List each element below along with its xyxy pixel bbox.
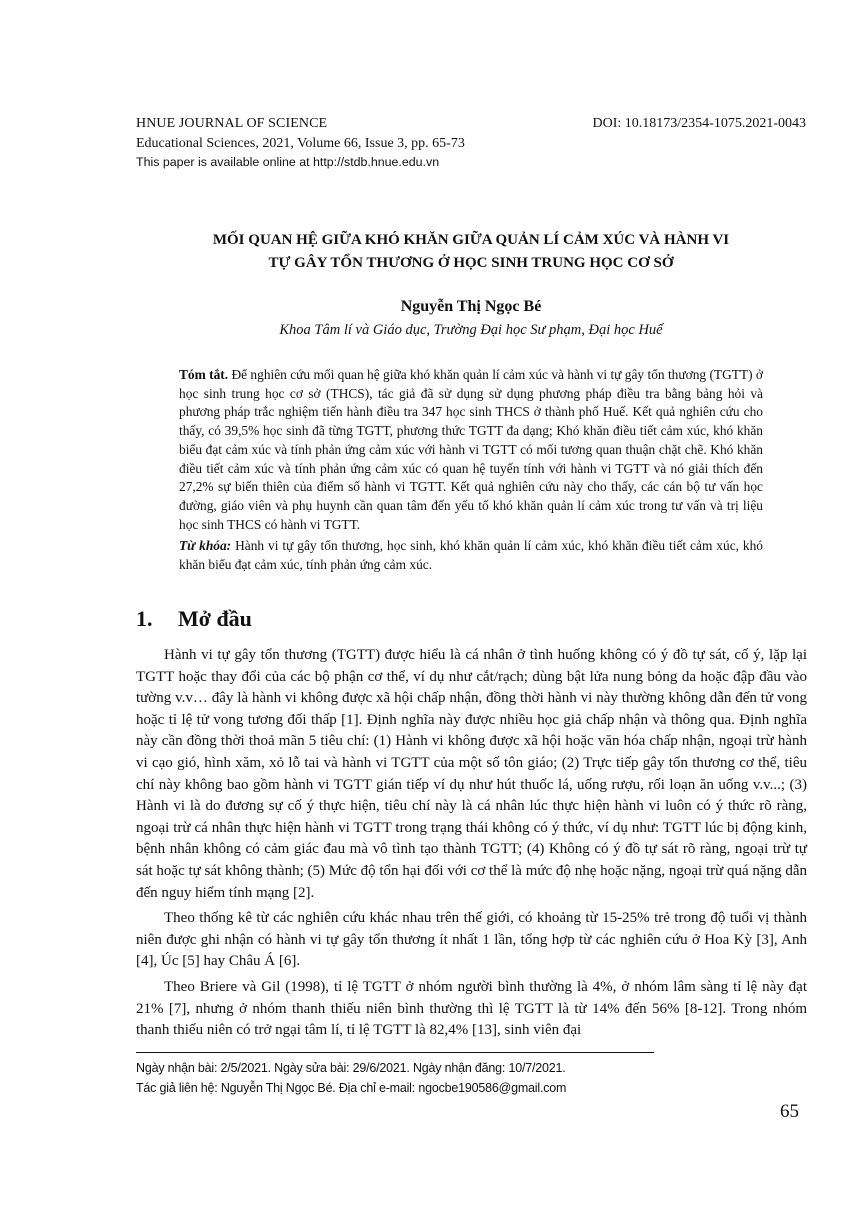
abstract	[179, 366, 763, 575]
title-line-2: TỰ GÂY TỔN THƯƠNG Ở HỌC SINH TRUNG HỌC CƠ SỞ	[268, 255, 674, 271]
section-title: Mở đầu	[178, 606, 252, 631]
doi: DOI: 10.18173/2354-1075.2021-0043	[592, 116, 806, 131]
page-number: 65	[780, 1101, 799, 1122]
paragraph: Theo thống kê từ các nghiên cứu khác nhau trên thế giới, có khoảng từ 15-25% trẻ trong độ tuổi vị thành niên được ghi nhận có hành vi tự gây tổn thương ít nhất 1 lần, tổng hợp từ các nghiên cứu ở Hoa Kỳ [3], Anh [4], Úc [5] hay Châu Á [6].	[136, 910, 807, 970]
title-line-1: MỐI QUAN HỆ GIỮA KHÓ KHĂN GIỮA QUẢN LÍ CẢM XÚC VÀ HÀNH VI	[212, 232, 730, 248]
abstract-label: Tóm tắt.	[179, 367, 229, 382]
footnote-contact: Tác giả liên hệ: Nguyễn Thị Ngọc Bé. Địa chỉ e-mail: ngocbe190586@gmail.com	[136, 1079, 567, 1095]
abstract-text: Để nghiên cứu mối quan hệ giữa khó khăn quản lí cảm xúc và hành vi tự gây tổn thương (TGTT) ở học sinh trung học cơ sở (THCS), tác giả đã sử dụng sử dụng phương pháp điều tra bằng bảng hỏi và phương pháp trắc nghiệm tiến hành điều tra 347 học sinh THCS ở thành phố Huế. Kết quả nghiên cứu cho thấy, có 39,5% học sinh đã từng TGTT, phương thức TGTT đa dạng; Khó khăn điều tiết cảm xúc, khó khăn biểu đạt cảm xúc và tính phản ứng cảm xúc với hành vi TGTT có mối tương quan thuận chặt chẽ. Khó khăn điều tiết cảm xúc và tính phản ứng cảm xúc có quan hệ tuyến tính với hành vi TGTT và nó giải thích đến 27,2% sự biến thiên của điểm số hành vi TGTT. Kết quả nghiên cứu này cho thấy, các cán bộ tư vấn học đường, giáo viên và phụ huynh cần quan tâm đến yếu tố khó khăn quản lí cảm xúc trong tư vấn và trị liệu học sinh THCS có hành vi TGTT.	[179, 367, 764, 532]
online-notice: This paper is available online at http://stdb.hnue.edu.vn	[136, 155, 440, 169]
author-name: Nguyễn Thị Ngọc Bé	[400, 298, 542, 315]
paper-title	[181, 229, 761, 275]
body-text	[136, 645, 807, 1046]
keywords-text: Hành vi tự gây tổn thương, học sinh, khó khăn quản lí cảm xúc, khó khăn điều tiết cảm xúc, khó khăn biểu đạt cảm xúc, tính phản ứng cảm xúc.	[179, 538, 763, 573]
journal-name: HNUE JOURNAL OF SCIENCE	[136, 116, 328, 131]
issue-info: Educational Sciences, 2021, Volume 66, Issue 3, pp. 65-73	[136, 135, 465, 151]
author-affiliation: Khoa Tâm lí và Giáo dục, Trường Đại học Sư phạm, Đại học Huế	[279, 322, 663, 338]
paragraph: Theo Briere và Gil (1998), tỉ lệ TGTT ở nhóm người bình thường là 4%, ở nhóm lâm sàng tỉ lệ này đạt 21% [7], nhưng ở nhóm thanh thiếu niên bình thường thì lệ TGTT là từ 14% đến 56% [8-12]. Trong nhóm thanh thiếu niên có trở ngại tâm lí, tỉ lệ TGTT là 82,4% [13], sinh viên đại	[136, 978, 807, 1039]
footnote-divider	[136, 1052, 654, 1053]
paragraph: Hành vi tự gây tổn thương (TGTT) được hiểu là cá nhân ở tình huống không có ý đồ tự sát, cố ý, lặp lại TGTT hoặc thay đổi của các bộ phận cơ thể, ví dụ như cắt/rạch; dùng bật lửa nung bỏng da hoặc đập đầu vào tường v.v… đây là hành vi không được xã hội chấp nhận, đồng thời hành vi này thường không dẫn đến tử vong hoặc tỉ lệ tử vong tương đối thấp [1]. Định nghĩa này được nhiều học giả chấp nhận và thông qua. Định nghĩa này cần đồng thời thoả mãn 5 tiêu chí: (1) Hành vi không được xã hội hoặc văn hóa chấp nhận, ngoại trừ hành vi cạo gió, hình xăm, xỏ lỗ tai và hành vi TGTT của một số tôn giáo; (2) Trực tiếp gây tổn thương cơ thể, tiêu chí này không bao gồm hành vi TGTT gián tiếp ví dụ như hút thuốc lá, uống rượu, rối loạn ăn uống v.v...; (3) Hành vi là do đương sự cố ý thực hiện, tiêu chí này là cá nhân lúc thực hiện hành vi luôn có ý thức rõ ràng, ngoại trừ cá nhân thực hiện hành vi TGTT trong trạng thái không có ý thức, ví dụ như: TGTT lúc bị động kinh, bệnh nhân không có cảm giác đau mà vô tình tạo thành TGTT; (4) Không có ý đồ tự sát rõ ràng, ngoại trừ tự sát hoặc tự sát không thành; (5) Mức độ tổn hại đối với cơ thể là mức độ nhẹ hoặc nặng, ngoại trừ quá nặng dẫn đến nguy hiểm tính mạng [2].	[136, 647, 807, 901]
keywords-label: Từ khóa:	[179, 538, 232, 554]
section-number: 1.	[136, 606, 153, 631]
footnotes	[136, 1058, 712, 1097]
footnote-dates: Ngày nhận bài: 2/5/2021. Ngày sửa bài: 29/6/2021. Ngày nhận đăng: 10/7/2021.	[136, 1060, 566, 1075]
section-heading	[136, 606, 252, 632]
journal-header	[136, 114, 806, 173]
